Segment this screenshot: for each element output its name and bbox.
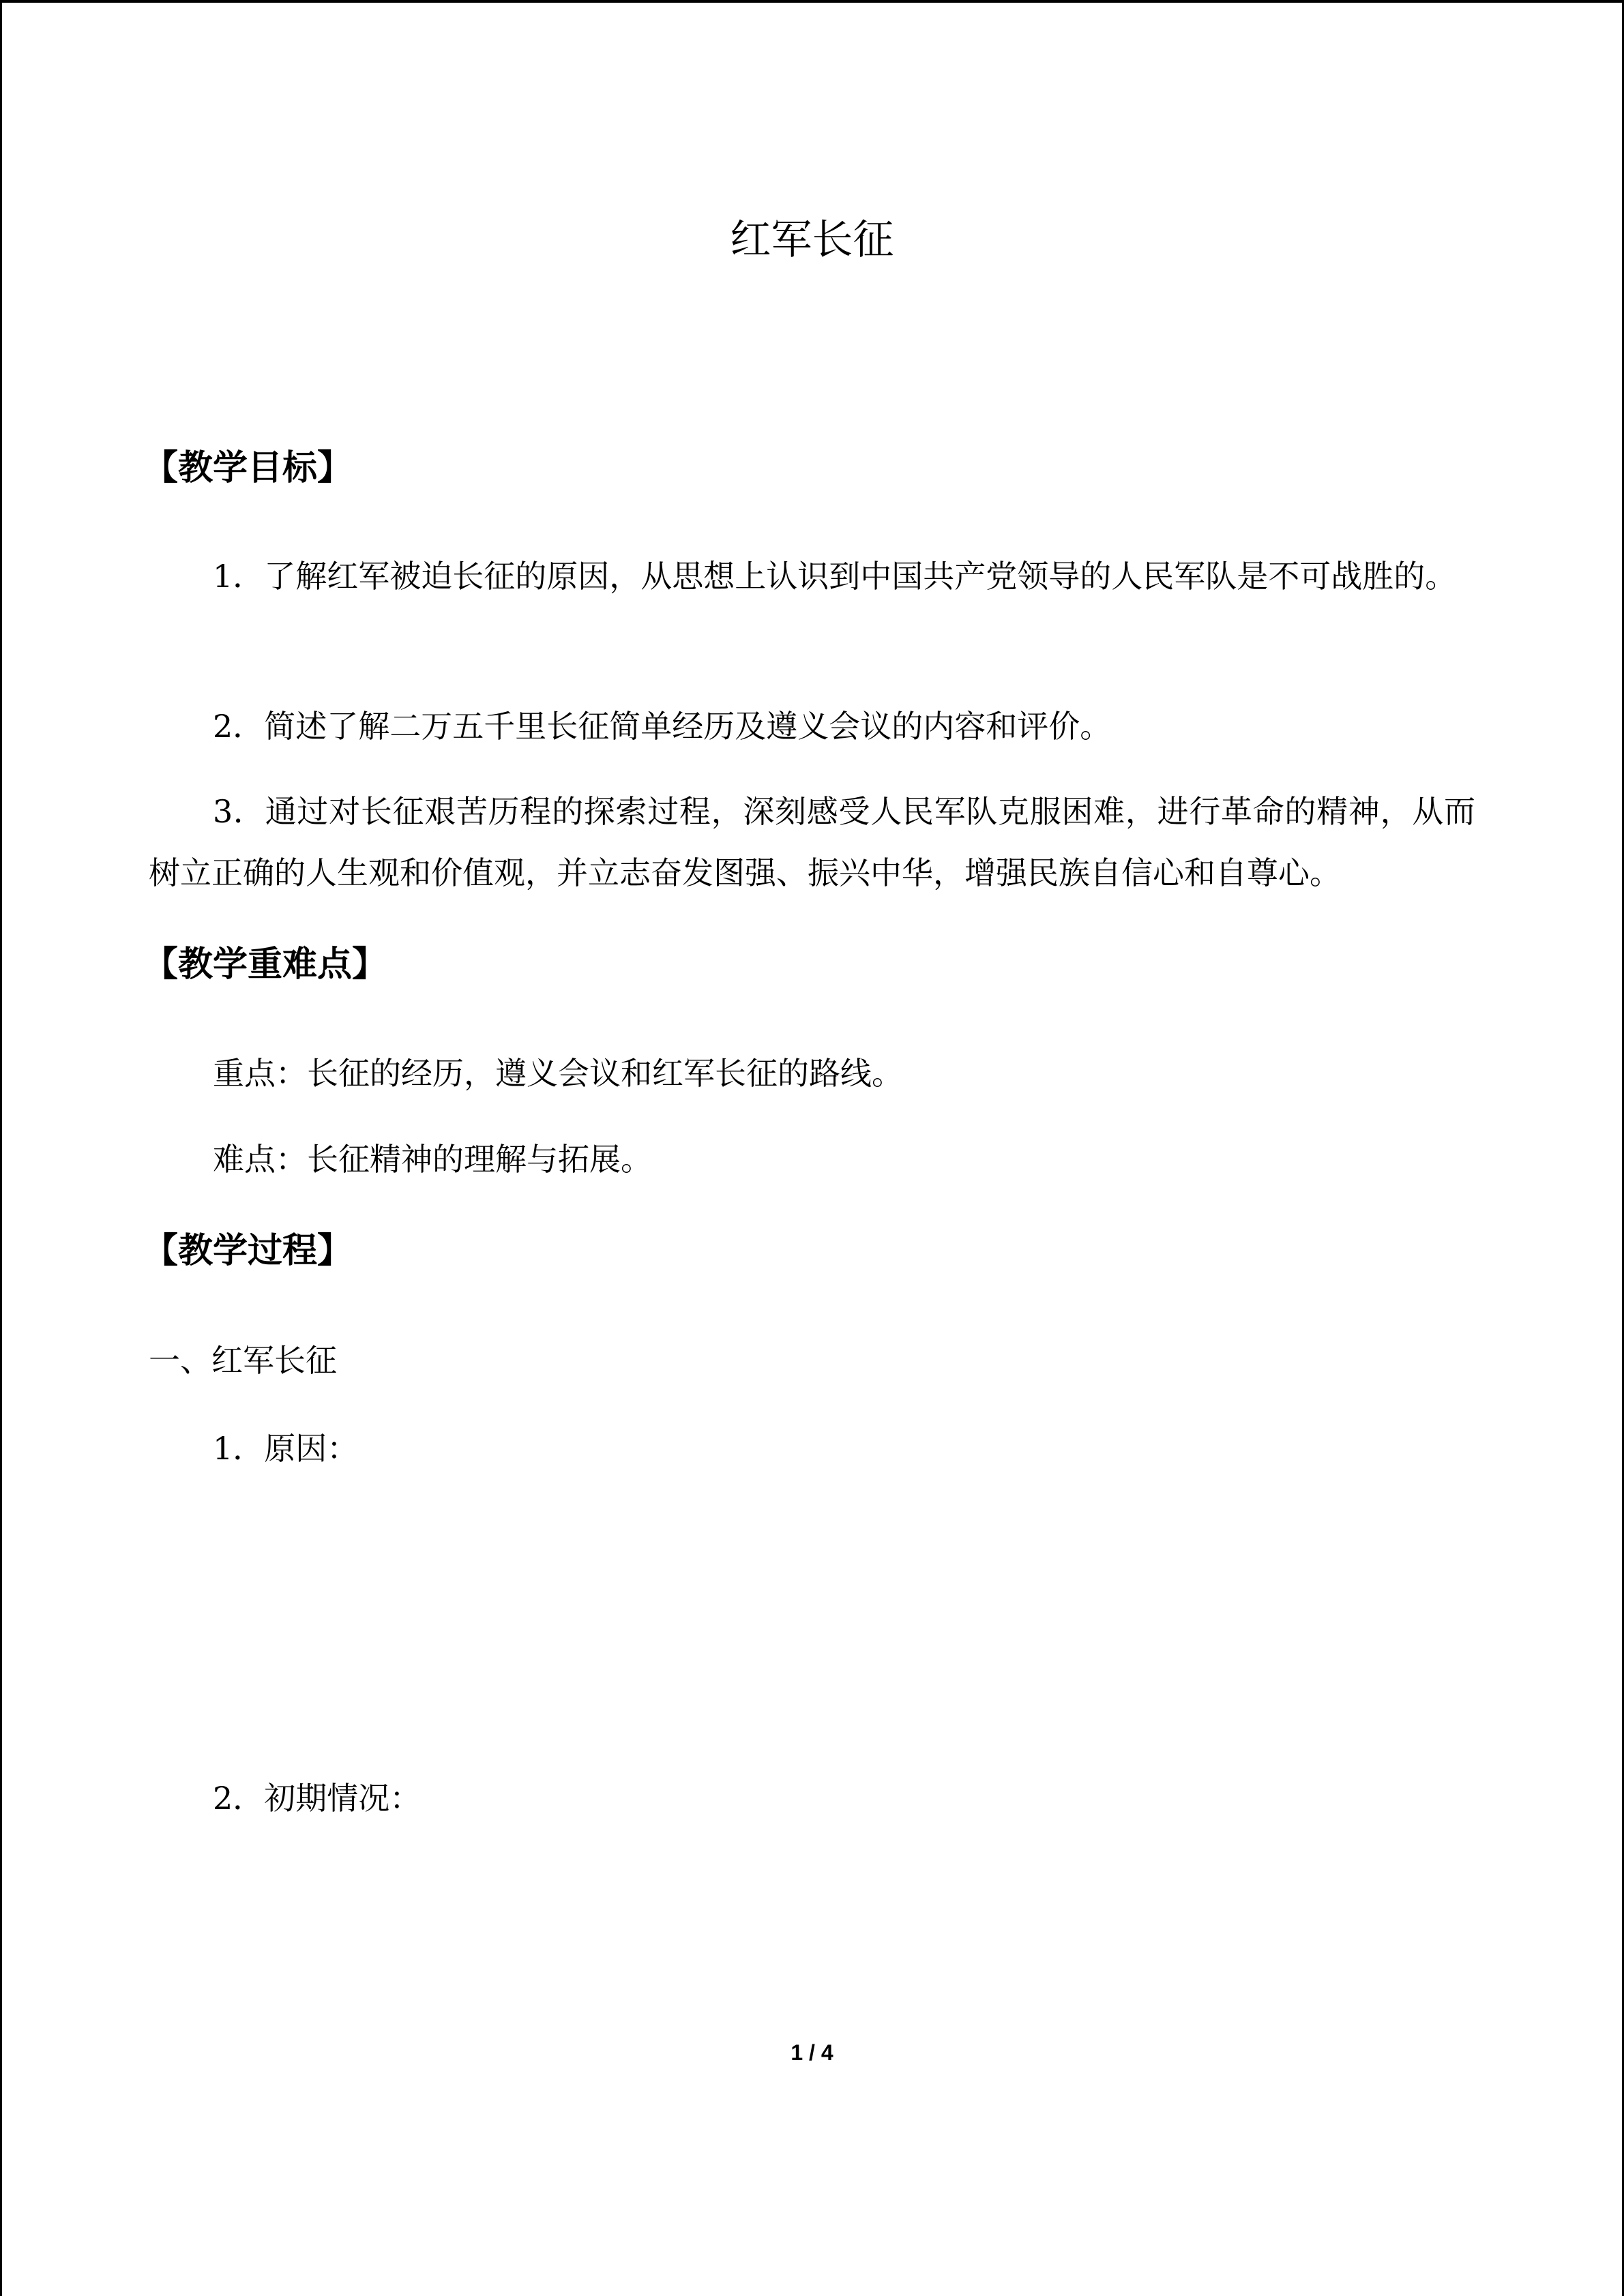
process-item-2: 2．初期情况： — [213, 1780, 422, 1817]
objective-item-2: 2．简述了解二万五千里长征简单经历及遵义会议的内容和评价。 — [213, 708, 1112, 745]
section-heading-objectives: 【教学目标】 — [143, 448, 353, 488]
objective-item-3: 3．通过对长征艰苦历程的探索过程，深刻感受人民军队克服困难，进行革命的精神，从而树立正确的人生观和价值观，并立志奋发图强、振兴中华，增强民族自信心和自尊心。 — [149, 793, 1475, 891]
objective-item-1: 1．了解红军被迫长征的原因，从思想上认识到中国共产党领导的人民军队是不可战胜的。 — [213, 558, 1457, 595]
key-point-focus: 重点：长征的经历，遵义会议和红军长征的路线。 — [213, 1055, 903, 1092]
section-heading-process: 【教学过程】 — [143, 1231, 353, 1271]
page-number: 1 / 4 — [791, 2040, 833, 2065]
key-point-difficulty: 难点：长征精神的理解与拓展。 — [213, 1141, 652, 1178]
section-heading-key-points: 【教学重难点】 — [143, 944, 387, 985]
document-title: 红军长征 — [730, 216, 894, 264]
process-part-1-title: 一、红军长征 — [149, 1342, 337, 1379]
process-item-1: 1．原因： — [213, 1430, 359, 1467]
